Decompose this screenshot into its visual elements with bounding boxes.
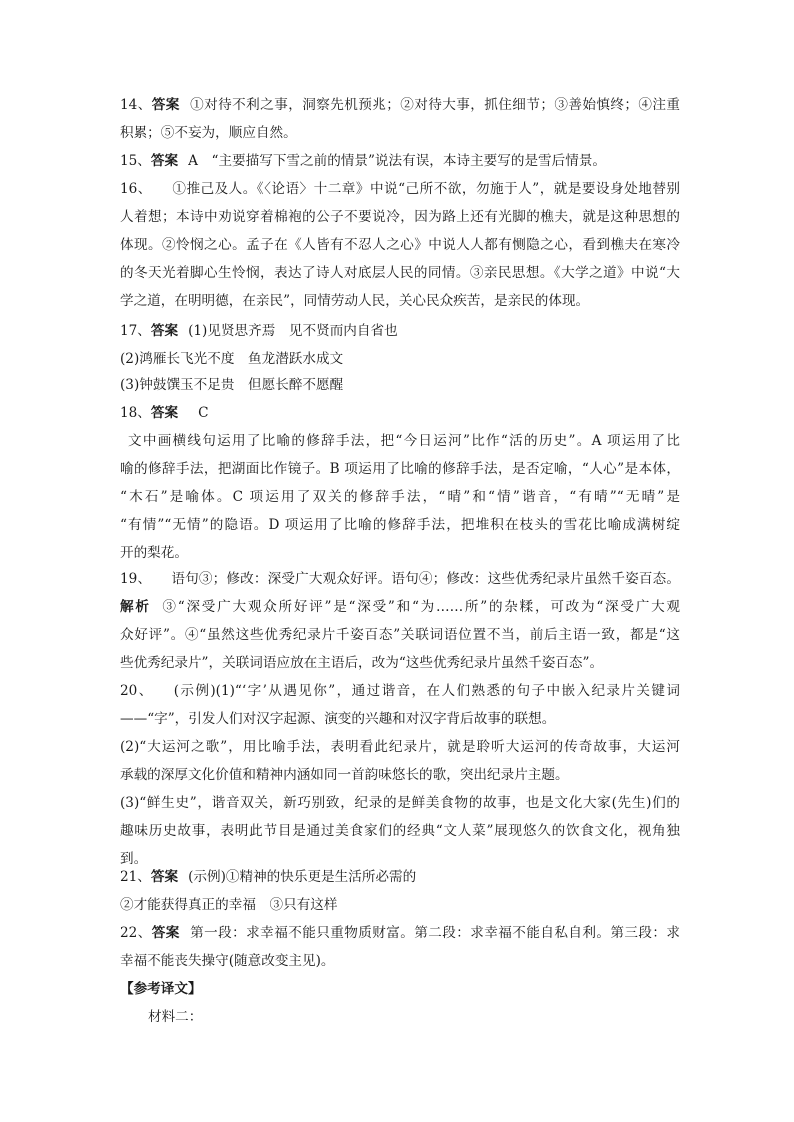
q19-line-1: 19、 语句③；修改：深受广大观众好评。语句④；修改：这些优秀纪录片虽然千姿百态。	[120, 571, 680, 587]
q18-analysis-line-2: 喻的修辞手法，把湖面比作镜子。B 项运用了比喻的修辞手法，是否定喻，“人心”是本体，	[120, 461, 680, 477]
q20-line-2: ——“字”，引发人们对汉字起源、演变的兴趣和对汉字背后故事的联想。	[120, 711, 556, 727]
q19-analysis-line-1: 解析 ③“深受广大观众所好评”是“深受”和“为……所”的杂糅，可改为“深受广大观	[120, 599, 680, 615]
q17-line-2: (2)鸿雁长飞光不度 鱼龙潜跃水成文	[120, 351, 344, 367]
q20-line-5: (3)“鲜生史”，谐音双关，新巧别致，纪录的是鲜美食物的故事，也是文化大家(先生)们的	[120, 795, 680, 811]
q20-line-6: 趣味历史故事，表明此节目是通过美食家们的经典“文人菜”展现悠久的饮食文化，视角独	[120, 823, 680, 839]
q16-line-5: 学之道，在明明德，在亲民”，同情劳动人民，关心民众疾苦，是亲民的体现。	[120, 293, 590, 309]
q18-analysis-line-1: 文中画横线句运用了比喻的修辞手法，把“今日运河”比作“活的历史”。A 项运用了比	[128, 433, 680, 449]
q17-line-1: 17、答案 (1)见贤思齐焉 见不贤而内自省也	[120, 323, 398, 339]
q18-analysis-line-3: “木石”是喻体。C 项运用了双关的修辞手法，“晴”和“情”谐音，“有晴”“无晴”是	[120, 489, 680, 505]
q15-line-1: 15、答案 A “主要描写下雪之前的情景”说法有误，本诗主要写的是雪后情景。	[120, 153, 607, 169]
q22-line-1: 22、答案 第一段：求幸福不能只重物质财富。第二段：求幸福不能自私自利。第三段：求	[120, 925, 680, 941]
answer-label: 答案	[150, 869, 179, 885]
reference-translation-heading: 【参考译文】	[120, 981, 202, 997]
q21-line-2: ②才能获得真正的幸福 ③只有这样	[120, 897, 338, 913]
material-two-label: 材料二：	[148, 1009, 203, 1025]
answer-label: 答案	[151, 925, 180, 941]
q16-line-1: 16、 ①推己及人。《〈论语〉十二章》中说“己所不欲，勿施于人”，就是要设身处地替别	[120, 181, 680, 197]
q20-line-3: (2)“大运河之歌”，用比喻手法，表明看此纪录片，就是聆听大运河的传奇故事，大运河	[120, 739, 680, 755]
q19-analysis-line-3: 些优秀纪录片”，关联词语应放在主语后，改为“这些优秀纪录片虽然千姿百态”。	[120, 655, 604, 671]
q16-line-4: 的冬天光着脚心生怜悯，表达了诗人对底层人民的同情。③亲民思想。《大学之道》中说“大	[120, 265, 680, 281]
q19-analysis-line-2: 众好评”。④“虽然这些优秀纪录片千姿百态”关联词语位置不当，前后主语一致，都是“这	[120, 627, 680, 643]
q22-line-2: 幸福不能丧失操守(随意改变主见)。	[120, 953, 335, 969]
q21-line-1: 21、答案 (示例)①精神的快乐更是生活所必需的	[120, 869, 417, 885]
q16-line-3: 体现。②怜悯之心。孟子在《人皆有不忍人之心》中说人人都有恻隐之心，看到樵夫在寒冷	[120, 237, 680, 253]
answer-label: 答案	[150, 405, 179, 421]
analysis-label: 解析	[120, 599, 151, 615]
q14-line-1: 14、答案 ①对待不利之事，洞察先机预兆；②对待大事，抓住细节；③善始慎终；④注重	[120, 97, 680, 113]
q20-line-7: 到。	[120, 851, 148, 867]
answer-label: 答案	[151, 97, 180, 113]
q18-line-1: 18、答案 C	[120, 405, 209, 421]
answer-label: 答案	[150, 323, 179, 339]
answer-label: 答案	[150, 153, 179, 169]
q20-line-4: 承载的深厚文化价值和精神内涵如同一首韵味悠长的歌，突出纪录片主题。	[120, 767, 569, 783]
q17-line-3: (3)钟鼓馔玉不足贵 但愿长醉不愿醒	[120, 377, 344, 393]
q18-analysis-line-4: “有情”“无情”的隐语。D 项运用了比喻的修辞手法，把堆积在枝头的雪花比喻成满树绽	[120, 517, 680, 533]
q16-line-2: 人着想；本诗中劝说穿着棉袍的公子不要说冷，因为路上还有光脚的樵夫，就是这种思想的	[120, 209, 680, 225]
q14-line-2: 积累；⑤不妄为，顺应自然。	[120, 125, 297, 141]
q18-analysis-line-5: 开的梨花。	[120, 545, 188, 561]
q20-line-1: 20、 (示例)(1)“‘字’从遇见你”，通过谐音，在人们熟悉的句子中嵌入纪录片关键词	[120, 683, 680, 699]
